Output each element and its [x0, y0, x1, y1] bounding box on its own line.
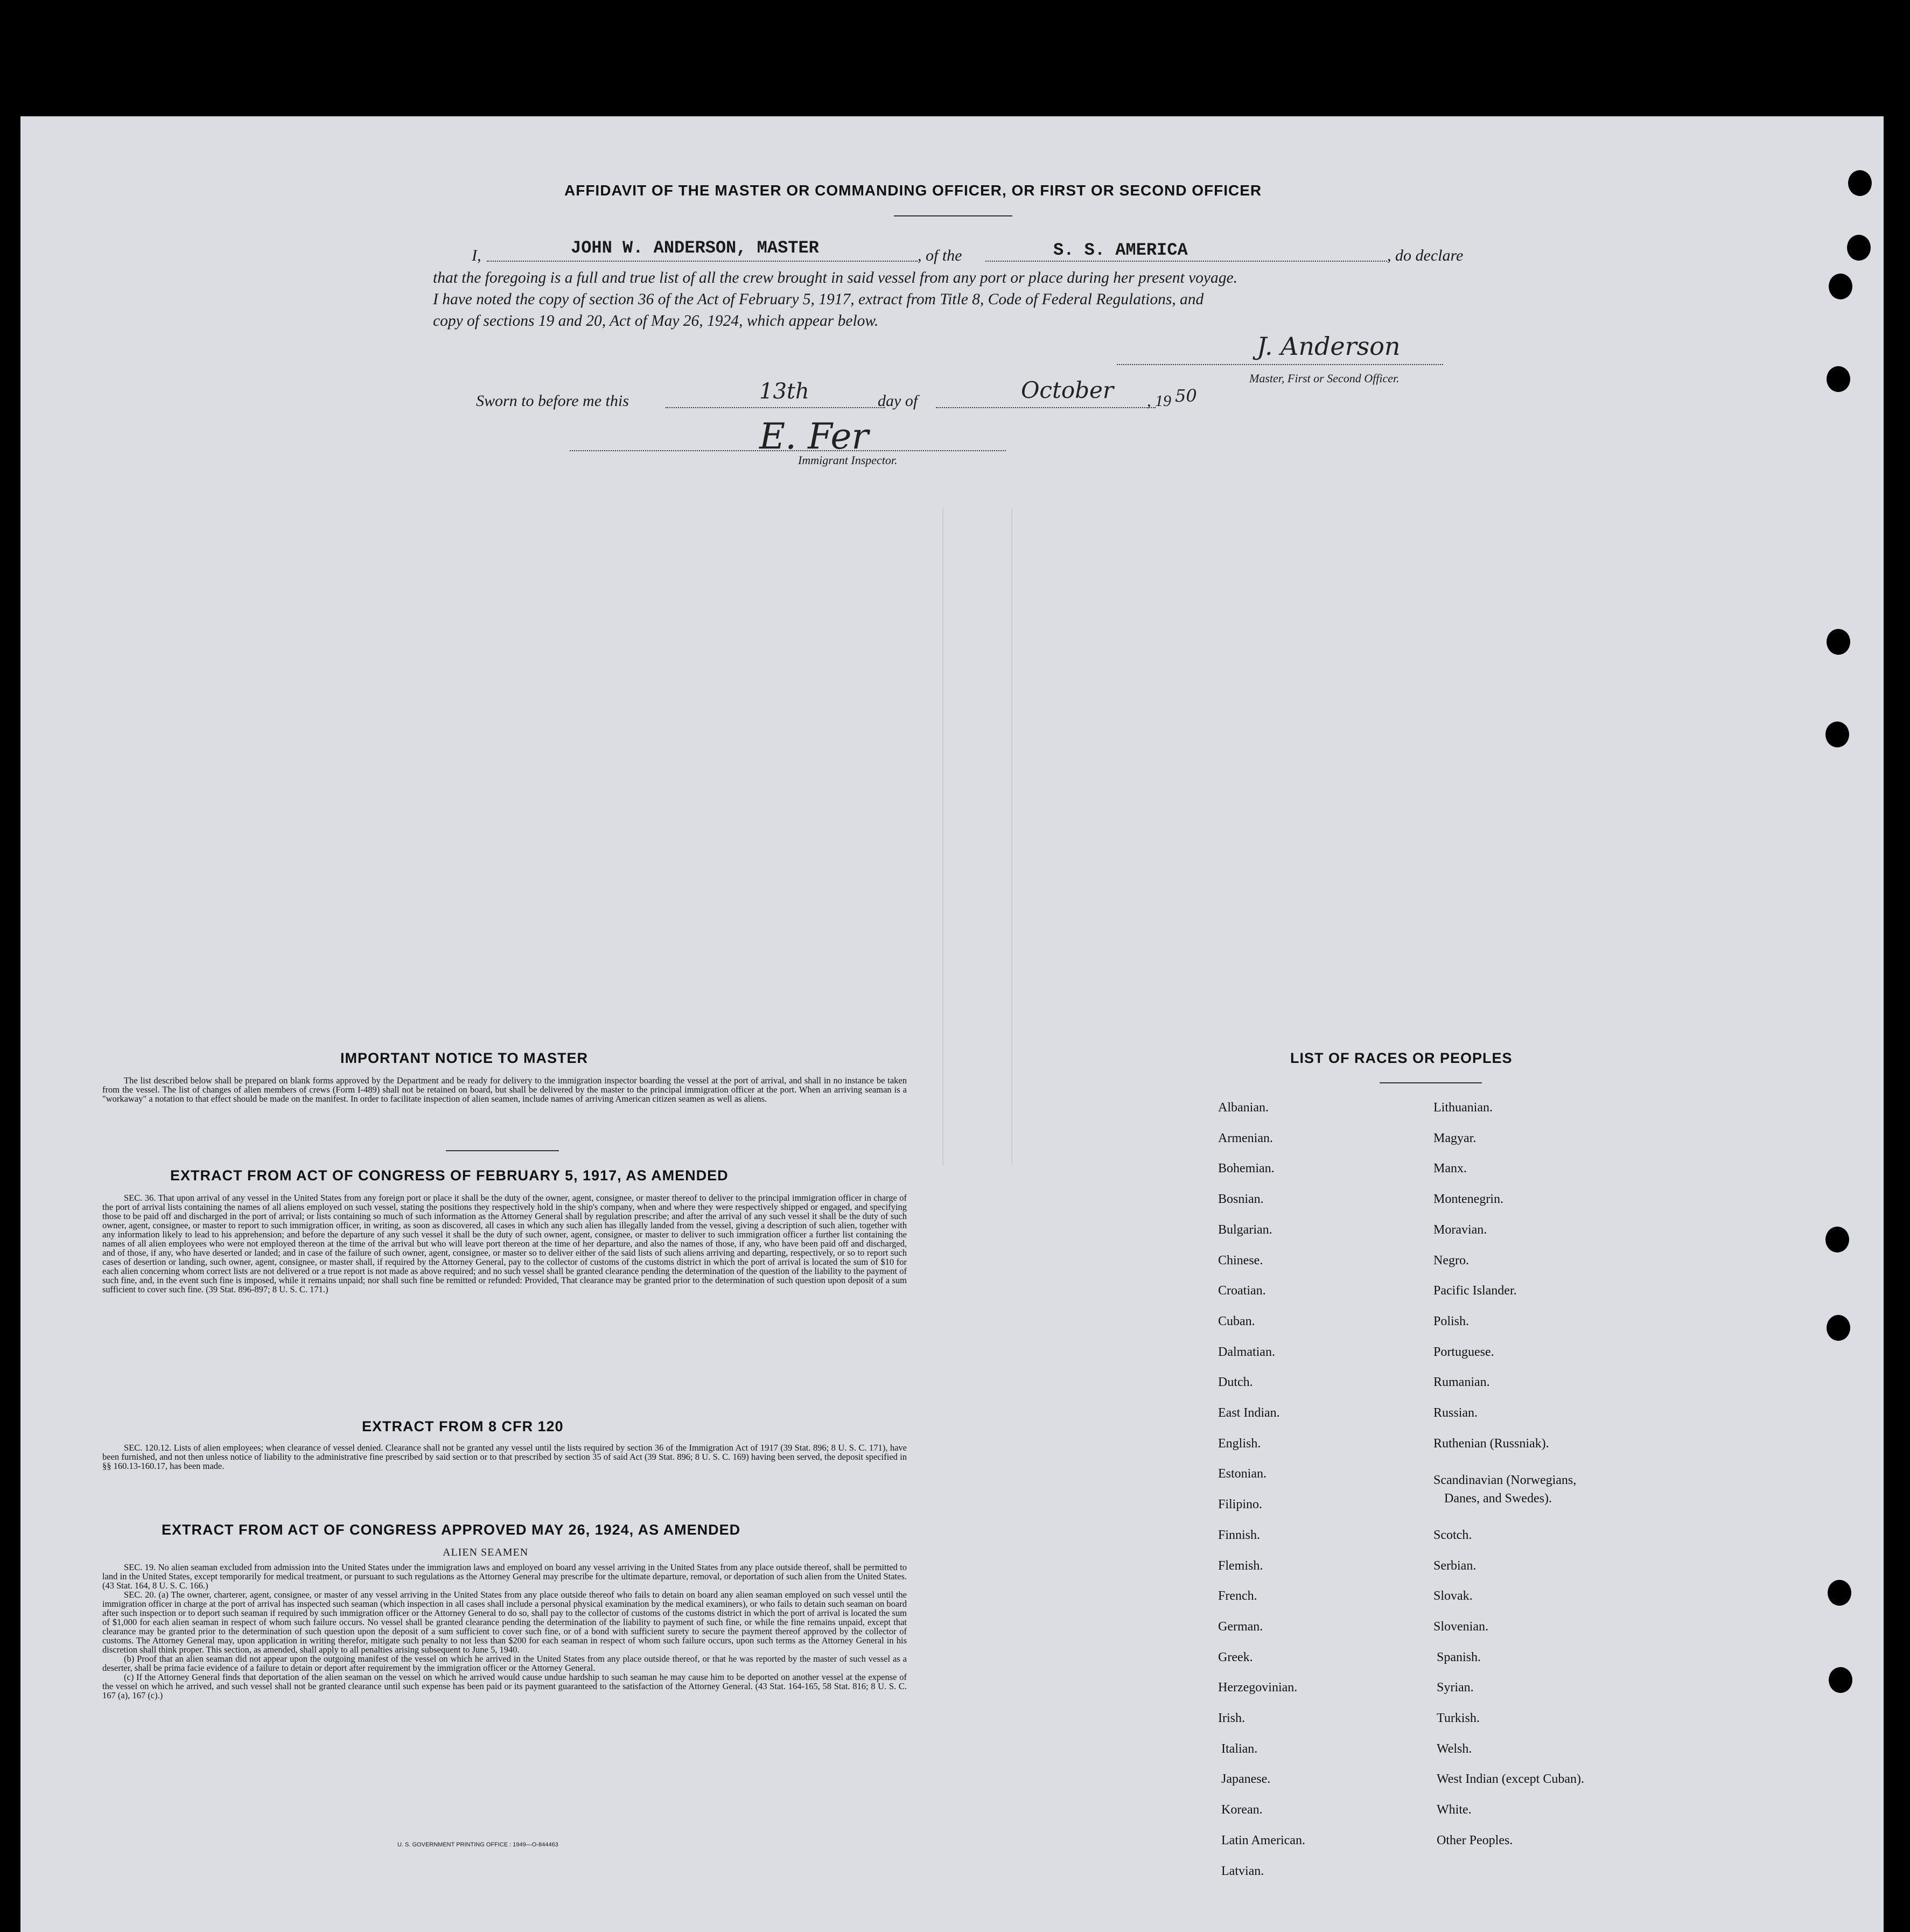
race-item: Syrian. [1437, 1681, 1474, 1695]
race-item: Rumanian. [1433, 1375, 1490, 1390]
sec20a-paragraph: SEC. 20. (a) The owner, charterer, agent, consignee, or master of any vessel arriving in the United States from any place outside thereof who fails to detain on board any alien seaman employed on such vessel until the immigration officer in charge at the port of arrival has inspected such seaman (which inspection in all cases shall include a personal physical examination by the medical examiners), or who fails to detain such seaman on board after such inspection or to deport such seaman if required by such immigration officer or the Attorney General to do so, shall pay to the collector of customs of the customs district in which the port of arrival is located the sum of $1,000 for each alien seaman in respect of whom such failure occurs. No vessel shall be granted clearance pending the determination of the liability to payment of such fine, or while the fine remains unpaid, except that clearance may be granted prior to the determination of such question upon the deposit of a sum sufficient to cover such fine, or of a bond with sufficient surety to secure the payment thereof approved by the collector of customs. The Attorney General may, upon application in writing therefor, mitigate such penalty to not less than $200 for each seaman in respect of whom such failure occurs, upon such terms as the Attorney General in his discretion shall think proper. This section, as amended, shall apply to all penalties arising subsequent to June 5, 1940. [102, 1590, 907, 1655]
master-caption: Master, First or Second Officer. [1249, 372, 1400, 385]
affidavit-title: AFFIDAVIT OF THE MASTER OR COMMANDING OFFICER, OR FIRST OR SECOND OFFICER [564, 182, 1262, 199]
race-item: Bosnian. [1218, 1192, 1264, 1207]
race-item: Latin American. [1221, 1833, 1305, 1847]
sworn-day: 13th [759, 379, 809, 404]
punch-hole [1847, 235, 1871, 261]
race-item: Ruthenian (Russniak). [1433, 1436, 1549, 1451]
race-item: Chinese. [1218, 1253, 1263, 1268]
extract-1917-title: EXTRACT FROM ACT OF CONGRESS OF FEBRUARY 5, 1917, AS AMENDED [170, 1167, 729, 1184]
printing-office-imprint: U. S. GOVERNMENT PRINTING OFFICE : 1949—O-844463 [397, 1842, 558, 1848]
race-item: French. [1218, 1589, 1257, 1604]
race-item: Japanese. [1221, 1772, 1271, 1787]
race-item: Magyar. [1433, 1131, 1477, 1145]
day-of-label: day of [878, 392, 918, 410]
race-item: Negro. [1433, 1253, 1469, 1268]
extract-1924-text [102, 1563, 907, 1700]
punch-hole [1827, 366, 1850, 392]
notice-title: IMPORTANT NOTICE TO MASTER [340, 1050, 588, 1066]
master-signature-line [1117, 364, 1443, 365]
punch-hole [1827, 629, 1850, 655]
race-item: West Indian (except Cuban). [1437, 1772, 1584, 1787]
sec20b-paragraph: (b) Proof that an alien seaman did not appear upon the outgoing manifest of the vessel on which he arrived in the United States from any place outside thereof, or that he was reported by the master of such vessel as a deserter, shall be prima facie evidence of a failure to detain or deport after requirement by the immigration officer or the Attorney General. [102, 1654, 907, 1673]
race-item: Scandinavian (Norwegians, [1433, 1473, 1577, 1487]
extract-cfr-paragraph: SEC. 120.12. Lists of alien employees; when clearance of vessel denied. Clearance shall not be granted any vessel until the lists required by section 36 of the Immigration Act of 1917 (39 Stat. 896; 8 U. S. C. 171), have been furnished, and not then unless notice of liability to the administrative fine prescribed by said section or to that prescribed by section 35 of said Act (39 Stat. 896; 8 U. S. C. 169) having been served, the deposit specified in §§ 160.13-160.17, has been made. [102, 1443, 907, 1471]
race-item: Armenian. [1218, 1131, 1273, 1145]
do-declare-label: , do declare [1387, 247, 1464, 264]
race-item: Herzegovinian. [1218, 1681, 1298, 1695]
race-item: German. [1218, 1619, 1263, 1634]
bleed-through-line [942, 508, 943, 1165]
race-item: Bulgarian. [1218, 1222, 1272, 1237]
race-item: Estonian. [1218, 1467, 1267, 1481]
punch-hole [1825, 1227, 1849, 1252]
race-item: Italian. [1221, 1741, 1258, 1756]
race-item: Cuban. [1218, 1314, 1255, 1328]
races-title: LIST OF RACES OR PEOPLES [1290, 1050, 1513, 1066]
extract-1924-title: EXTRACT FROM ACT OF CONGRESS APPROVED MAY 26, 1924, AS AMENDED [162, 1522, 741, 1538]
vessel-line [985, 261, 1387, 262]
notice-paragraph: The list described below shall be prepared on blank forms approved by the Department and be ready for delivery to the immigration inspector boarding the vessel at the port of arrival, and shall in no instance be taken from the vessel. The list of changes of alien members of crews (Form I-489) shall not be retained on board, but shall be delivered by the master to the principal immigration officer at the port. When an arriving seaman is a "workaway" a notation to that effect should be made on the manifest. In order to facilitate inspection of alien seamen, include names of arriving American citizen seamen as well as aliens. [102, 1075, 907, 1104]
race-item: Slovenian. [1433, 1619, 1488, 1634]
race-item: Irish. [1218, 1711, 1245, 1725]
master-signature: J. Anderson [1257, 332, 1401, 361]
vessel-name: S. S. AMERICA [1053, 240, 1188, 260]
sec19-paragraph: SEC. 19. No alien seaman excluded from admission into the United States under the immigration laws and employed on board any vessel arriving in the United States from any place outside thereof, shall be permitted to land in the United States, except temporarily for medical treatment, or pursuant to such regulations as the Attorney General may prescribe for the ultimate departure, removal, or deportation of such alien from the United States. (43 Stat. 164, 8 U. S. C. 166.) [102, 1562, 907, 1591]
sworn-day-line [666, 407, 885, 408]
race-item: Turkish. [1437, 1711, 1480, 1725]
sworn-month: October [1021, 377, 1114, 403]
race-item: Latvian. [1221, 1864, 1264, 1878]
affidavit-line-3: I have noted the copy of section 36 of the Act of February 5, 1917, extract from Title 8, Code of Federal Regulations, and [433, 291, 1204, 308]
race-item: Dalmatian. [1218, 1345, 1275, 1359]
sec20c-paragraph: (c) If the Attorney General finds that deportation of the alien seaman on the vessel on which he arrived would cause undue hardship to such seaman he may cause him to be deported on another vessel at the expense of the vessel on which he arrived, and such vessel shall not be granted clearance until such expense has been paid or its payment guaranteed to the satisfaction of the Attorney General. (43 Stat. 164-165, 58 Stat. 816; 8 U. S. C. 167 (a), 167 (c).) [102, 1672, 907, 1700]
extract-1917-text [102, 1193, 907, 1294]
punch-hole [1827, 1315, 1850, 1341]
inspector-signature: E. Fer [759, 416, 869, 457]
race-item: Russian. [1433, 1406, 1478, 1420]
race-item: Flemish. [1218, 1558, 1263, 1573]
race-item: English. [1218, 1436, 1261, 1451]
master-name-line [487, 261, 918, 262]
race-item: Spanish. [1437, 1650, 1481, 1664]
race-item: Portuguese. [1433, 1345, 1494, 1359]
race-item: Filipino. [1218, 1497, 1263, 1512]
punch-hole [1825, 722, 1849, 747]
title-rule [894, 215, 1012, 216]
affidavit-line-2: that the foregoing is a full and true list of all the crew brought in said vessel from any port or place during her present voyage. [433, 269, 1237, 286]
document-page [20, 116, 1884, 1932]
race-item: Korean. [1221, 1803, 1263, 1817]
race-item: Polish. [1433, 1314, 1470, 1328]
extract-1917-paragraph: SEC. 36. That upon arrival of any vessel in the United States from any foreign port or place it shall be the duty of the owner, agent, consignee, or master thereof to deliver to the principal immigration officer in charge of the port of arrival lists containing the names of all aliens employed on such vessel, stating the positions they respectively hold in the ship's company, when and where they were respectively shipped or engaged, and specifying those to be paid off and discharged in the port of arrival; or lists containing so much of such information as the Attorney General shall by regulation prescribe; and after the arrival of any such vessel it shall be the duty of such owner, agent, consignee, or master to report to such immigration officer, in writing, as soon as discovered, all cases in which any such alien has illegally landed from the vessel, giving a description of such alien, together with any information likely to lead to his apprehension; and before the departure of any such vessel it shall be the duty of such owner, agent, consignee, or master to deliver to such immigration officer a further list containing the names of all alien employees who were not employed thereon at the time of the arrival but who will leave port thereon at the time of her departure, and also the names of those, if any, who have been paid off and discharged, and of those, if any, who have deserted or landed; and in case of the failure of such owner, agent, consignee, or master so to deliver either of the said lists of such aliens arriving and departing, respectively, or so to report such cases of desertion or landing, such owner, agent, consignee, or master shall, if required by the Attorney General, pay to the collector of customs of the customs district in which the port of arrival is located the sum of $10 for each alien concerning whom correct lists are not delivered or a true report is not made as above required; and no such vessel shall be granted clearance pending the determination of the question of the liability to the payment of such fine, and, in the event such fine is imposed, while it remains unpaid; nor shall such fine be remitted or refunded: Provided, That clearance may be granted prior to the determination of such question upon deposit of a sum sufficient to cover such fine. (39 Stat. 896-897; 8 U. S. C. 171.) [102, 1193, 907, 1294]
race-item: Finnish. [1218, 1528, 1261, 1542]
race-item: Scotch. [1433, 1528, 1472, 1542]
race-item: Other Peoples. [1437, 1833, 1513, 1847]
race-item: Dutch. [1218, 1375, 1253, 1390]
affidavit-i-label: I, [472, 247, 481, 264]
sworn-year: 50 [1175, 386, 1197, 406]
race-item: Pacific Islander. [1433, 1284, 1517, 1298]
race-item: Bohemian. [1218, 1161, 1275, 1176]
race-item: Montenegrin. [1433, 1192, 1503, 1207]
race-item: East Indian. [1218, 1406, 1280, 1420]
race-item: Lithuanian. [1433, 1101, 1493, 1115]
punch-hole [1848, 170, 1872, 196]
punch-hole [1828, 1580, 1851, 1606]
year-prefix: , 19 [1147, 392, 1171, 410]
extract-1924-subtitle: ALIEN SEAMEN [443, 1546, 529, 1558]
inspector-caption: Immigrant Inspector. [798, 453, 898, 467]
of-the-label: , of the [918, 247, 962, 264]
race-item: Albanian. [1218, 1101, 1269, 1115]
sworn-label: Sworn to before me this [476, 392, 629, 410]
race-item: White. [1437, 1803, 1472, 1817]
race-item: Croatian. [1218, 1284, 1266, 1298]
punch-hole [1829, 274, 1852, 299]
extract-cfr-title: EXTRACT FROM 8 CFR 120 [362, 1418, 564, 1434]
extract-cfr-text [102, 1443, 907, 1471]
master-name: JOHN W. ANDERSON, MASTER [571, 238, 819, 258]
notice-text [102, 1076, 907, 1103]
sworn-month-line [936, 407, 1156, 408]
section-rule [446, 1150, 559, 1151]
bleed-through-line [1011, 508, 1012, 1165]
race-item: Moravian. [1433, 1222, 1487, 1237]
affidavit-line-4: copy of sections 19 and 20, Act of May 26, 1924, which appear below. [433, 312, 879, 330]
race-item: Serbian. [1433, 1558, 1477, 1573]
race-item: Manx. [1433, 1161, 1467, 1176]
race-item: Danes, and Swedes). [1444, 1491, 1552, 1506]
race-item: Welsh. [1437, 1741, 1472, 1756]
punch-hole [1829, 1667, 1852, 1693]
race-item: Slovak. [1433, 1589, 1473, 1604]
races-title-rule [1380, 1082, 1482, 1083]
race-item: Greek. [1218, 1650, 1253, 1664]
